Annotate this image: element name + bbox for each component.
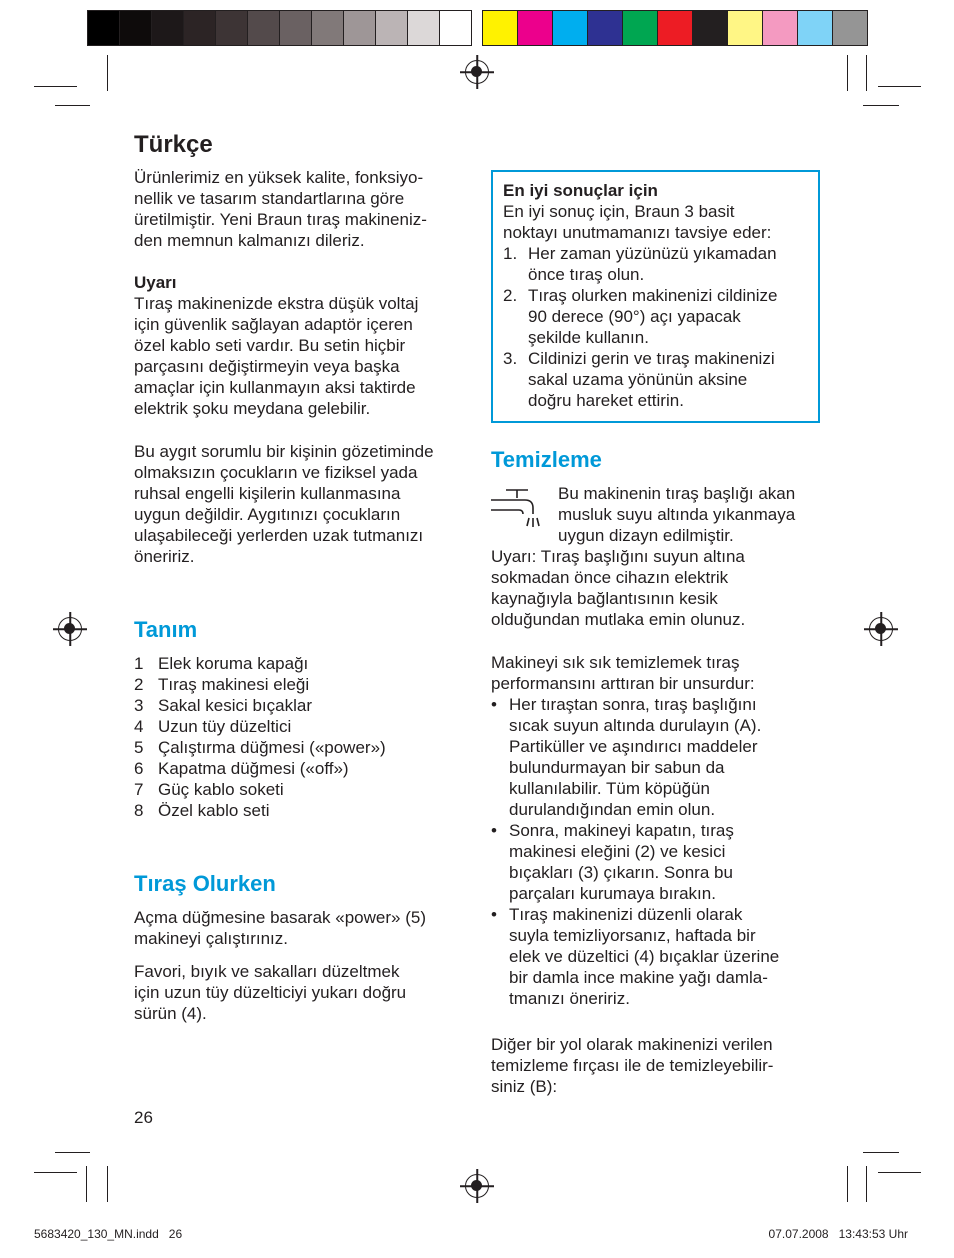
list-item	[491, 820, 779, 904]
list-item-text: Uzun tüy düzeltici	[158, 717, 292, 736]
text-line: nellik ve tasarım standartlarına göre	[134, 189, 405, 208]
crop-mark	[878, 86, 921, 87]
text-line: den memnun kalmanızı dileriz.	[134, 231, 365, 250]
list-item	[491, 904, 779, 1009]
faucet-icon	[491, 487, 547, 539]
crop-mark	[866, 55, 867, 91]
crop-mark	[866, 1166, 867, 1202]
list-item	[503, 285, 808, 348]
color-swatch	[553, 11, 588, 45]
text-line: Tıraş makinenizi düzenli olarak	[509, 905, 743, 924]
list-item-marker: •	[491, 821, 497, 840]
regular-cleaning-paragraph	[491, 652, 755, 694]
text-line: önce tıraş olun.	[528, 265, 645, 284]
warning-paragraph	[134, 293, 418, 419]
text-line: olmaksızın çocukların ve fiziksel yada	[134, 463, 418, 482]
list-item-marker: 1.	[503, 244, 518, 263]
list-item	[134, 737, 386, 758]
text-line: sıcak suyun altında durulayın (A).	[509, 716, 762, 735]
list-item-marker: 2.	[503, 286, 518, 305]
crop-mark	[34, 86, 77, 87]
crop-mark	[86, 1166, 87, 1202]
list-item	[134, 800, 386, 821]
warning-title: Uyarı	[134, 273, 177, 292]
tips-list	[503, 243, 808, 411]
color-swatch	[693, 11, 728, 45]
color-swatch	[248, 11, 280, 45]
crop-mark	[55, 1152, 90, 1153]
text-line: makinesi eleğini (2) ve kesici	[509, 842, 726, 861]
text-line: tmanızı öneririz.	[509, 989, 630, 1008]
brush-paragraph	[491, 1034, 773, 1097]
text-line: elek ve düzeltici (4) bıçaklar üzerine	[509, 947, 780, 966]
grayscale-color-bar	[87, 10, 472, 46]
text-line: Makineyi sık sık temizlemek tıraş	[491, 653, 740, 672]
list-item-text	[509, 904, 779, 1009]
list-item	[134, 779, 386, 800]
list-item	[134, 653, 386, 674]
text-line: Bu aygıt sorumlu bir kişinin gözetiminde	[134, 442, 434, 461]
list-item-text	[528, 243, 777, 285]
list-item-marker: 3.	[503, 349, 518, 368]
text-line: Tıraş makinenizde ekstra düşük voltaj	[134, 294, 419, 313]
color-swatch	[833, 11, 867, 45]
text-line: Partiküller ve aşındırıcı maddeler	[509, 737, 758, 756]
color-swatch	[184, 11, 216, 45]
list-item-text	[509, 694, 761, 820]
list-item	[134, 674, 386, 695]
text-line: amaçlar için kullanmayın aksi taktirde	[134, 378, 416, 397]
color-swatch	[763, 11, 798, 45]
color-swatch	[216, 11, 248, 45]
list-item-text: Çalıştırma düğmesi («power»)	[158, 738, 386, 757]
list-item-text	[509, 820, 734, 904]
color-swatch	[344, 11, 376, 45]
crop-mark	[55, 105, 90, 106]
color-swatch	[312, 11, 344, 45]
cleaning-warning	[491, 546, 745, 630]
registration-mark-icon	[465, 1174, 489, 1198]
list-item	[491, 694, 779, 820]
list-item-number: 4	[134, 717, 144, 736]
color-swatch	[518, 11, 553, 45]
crop-mark	[107, 55, 108, 91]
registration-mark-icon	[869, 617, 893, 641]
list-item-text: Kapatma düğmesi («off»)	[158, 759, 349, 778]
cleaning-bullets	[491, 694, 779, 1009]
list-item-marker: •	[491, 695, 497, 714]
text-line: için güvenlik sağlayan adaptör içeren	[134, 315, 413, 334]
crop-mark	[34, 1172, 77, 1173]
crop-mark	[863, 105, 899, 106]
color-swatch	[440, 11, 471, 45]
list-item-number: 3	[134, 696, 144, 715]
text-line: doğru hareket ettirin.	[528, 391, 684, 410]
list-item-number: 5	[134, 738, 144, 757]
color-swatch	[623, 11, 658, 45]
text-line: Her zaman yüzünüzü yıkamadan	[528, 244, 777, 263]
list-item-number: 7	[134, 780, 144, 799]
color-swatch	[88, 11, 120, 45]
tips-box	[491, 170, 820, 423]
text-line: bulundurmayan bir sabun da	[509, 758, 725, 777]
text-line: Her tıraştan sonra, tıraş başlığını	[509, 695, 757, 714]
crop-mark	[847, 1166, 848, 1202]
text-line: ruhsal engelli kişilerin kullanmasına	[134, 484, 401, 503]
list-item-number: 2	[134, 675, 144, 694]
text-line: Cildinizi gerin ve tıraş makinenizi	[528, 349, 775, 368]
page-title: Türkçe	[134, 131, 213, 158]
text-line: Bu makinenin tıraş başlığı akan	[558, 484, 796, 503]
text-line: sakal uzama yönünün aksine	[528, 370, 748, 389]
text-line: ulaşabileceği yerlerden uzak tutmanızı	[134, 526, 424, 545]
parts-list	[134, 653, 386, 821]
text-line: siniz (B):	[491, 1077, 558, 1096]
text-line: temizleme fırçası ile de temizleyebilir-	[491, 1056, 774, 1075]
list-item-text: Güç kablo soketi	[158, 780, 284, 799]
shaving-paragraph-2	[134, 961, 406, 1024]
text-line: En iyi sonuç için, Braun 3 basit	[503, 202, 735, 221]
shaving-paragraph-1	[134, 907, 426, 949]
list-item-number: 6	[134, 759, 144, 778]
color-swatch	[798, 11, 833, 45]
file-slug: 5683420_130_MN.indd 26	[34, 1227, 183, 1241]
registration-mark-icon	[58, 617, 82, 641]
text-line: Uyarı: Tıraş başlığını suyun altına	[491, 547, 745, 566]
text-line: elektrik şoku meydana gelebilir.	[134, 399, 371, 418]
color-swatch	[658, 11, 693, 45]
text-line: şekilde kullanın.	[528, 328, 649, 347]
text-line: suyla temizliyorsanız, haftada bir	[509, 926, 756, 945]
text-line: Diğer bir yol olarak makinenizi verilen	[491, 1035, 773, 1054]
text-line: musluk suyu altında yıkanmaya	[558, 505, 796, 524]
list-item-number: 8	[134, 801, 144, 820]
color-swatch	[483, 11, 518, 45]
crop-mark	[878, 1172, 921, 1173]
crop-mark	[107, 1166, 108, 1202]
file-date: 07.07.2008 13:43:53 Uhr	[768, 1227, 908, 1241]
text-line: olduğundan mutlaka emin olunuz.	[491, 610, 746, 629]
text-line: sokmadan önce cihazın elektrik	[491, 568, 729, 587]
text-line: bıçakları (3) çıkarın. Sonra bu	[509, 863, 733, 882]
color-swatch	[152, 11, 184, 45]
list-item-text: Sakal kesici bıçaklar	[158, 696, 313, 715]
color-swatch	[376, 11, 408, 45]
text-line: Favori, bıyık ve sakalları düzeltmek	[134, 962, 400, 981]
text-line: parçasını değiştirmeyin veya başka	[134, 357, 400, 376]
color-swatch	[408, 11, 440, 45]
text-line: uygun dizayn edilmiştir.	[558, 526, 734, 545]
list-item-number: 1	[134, 654, 144, 673]
text-line: 90 derece (90°) açı yapacak	[528, 307, 741, 326]
intro-paragraph	[134, 167, 427, 251]
color-swatch	[588, 11, 623, 45]
list-item-text: Tıraş makinesi eleği	[158, 675, 310, 694]
registration-mark-icon	[465, 60, 489, 84]
tips-title: En iyi sonuçlar için	[503, 181, 658, 200]
text-line: Açma düğmesine basarak «power» (5)	[134, 908, 426, 927]
crop-mark	[863, 1152, 899, 1153]
list-item-marker: •	[491, 905, 497, 924]
section-title-tiras: Tıraş Olurken	[134, 871, 276, 896]
list-item-text: Özel kablo seti	[158, 801, 270, 820]
text-line: kullanılabilir. Tüm köpüğün	[509, 779, 710, 798]
list-item	[134, 716, 386, 737]
color-swatch	[728, 11, 763, 45]
text-line: Tıraş olurken makinenizi cildinize	[528, 286, 778, 305]
text-line: makineyi çalıştırınız.	[134, 929, 288, 948]
children-paragraph	[134, 441, 434, 567]
text-line: uygun değildir. Aygıtınızı çocukların	[134, 505, 401, 524]
text-line: parçaları kurumaya bırakın.	[509, 884, 716, 903]
page-number: 26	[134, 1108, 153, 1127]
process-color-bar	[482, 10, 868, 46]
list-item-text	[528, 285, 777, 348]
text-line: bir damla ince makine yağı damla-	[509, 968, 768, 987]
crop-mark	[847, 55, 848, 91]
text-line: noktayı unutmamanızı tavsiye eder:	[503, 223, 772, 242]
text-line: için uzun tüy düzelticiyi yukarı doğru	[134, 983, 407, 1002]
section-title-tanim: Tanım	[134, 617, 198, 642]
text-line: üretilmiştir. Yeni Braun tıraş makineniz-	[134, 210, 427, 229]
list-item	[503, 348, 808, 411]
list-item	[134, 695, 386, 716]
text-line: öneririz.	[134, 547, 195, 566]
list-item	[503, 243, 808, 285]
text-line: durulandığından emin olun.	[509, 800, 716, 819]
list-item-text	[528, 348, 775, 411]
text-line: sürün (4).	[134, 1004, 207, 1023]
tips-intro	[503, 201, 808, 243]
color-swatch	[280, 11, 312, 45]
list-item-text: Elek koruma kapağı	[158, 654, 309, 673]
faucet-paragraph	[558, 483, 795, 546]
text-line: özel kablo seti vardır. Bu setin hiçbir	[134, 336, 406, 355]
list-item	[134, 758, 386, 779]
text-line: kaynağıyla bağlantısının kesik	[491, 589, 718, 608]
color-swatch	[120, 11, 152, 45]
section-title-temizleme: Temizleme	[491, 447, 602, 472]
text-line: Sonra, makineyi kapatın, tıraş	[509, 821, 734, 840]
text-line: Ürünlerimiz en yüksek kalite, fonksiyo-	[134, 168, 424, 187]
text-line: performansını arttıran bir unsurdur:	[491, 674, 755, 693]
